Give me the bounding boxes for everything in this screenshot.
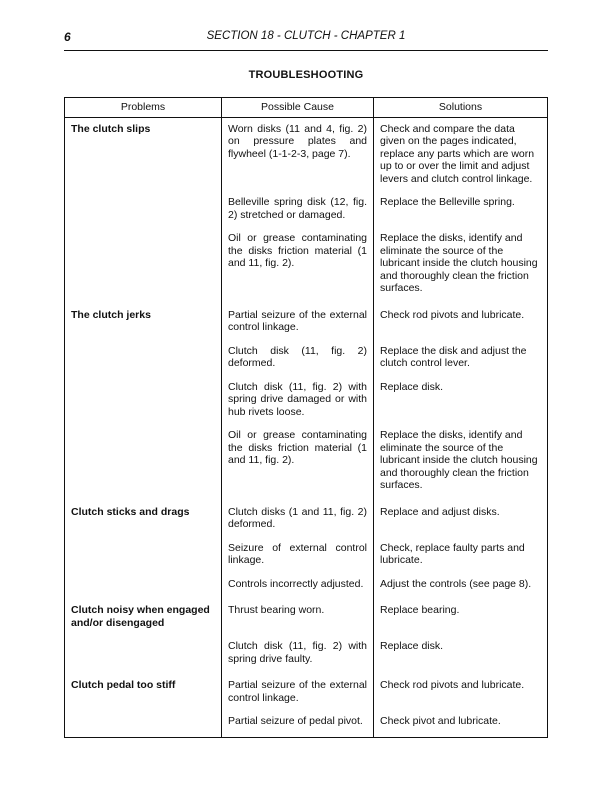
- solution-cell: Check pivot and lubricate.: [380, 715, 501, 727]
- chapter-title: SECTION 18 - CLUTCH - CHAPTER 1: [206, 30, 406, 42]
- cause-cell: Partial seizure of pedal pivot.: [222, 713, 374, 737]
- table-row: [65, 230, 547, 304]
- column-header-possible-cause: Possible Cause: [222, 98, 374, 117]
- solution-cell: Replace the Belleville spring.: [380, 196, 515, 208]
- problem-cell: [65, 713, 222, 737]
- table-row: [65, 427, 547, 501]
- solution-cell: Check rod pivots and lubricate.: [380, 308, 525, 321]
- solution-cell: Replace disk.: [380, 640, 444, 652]
- problem-cell: [65, 194, 222, 230]
- solution-cell: Check rod pivots and lubricate.: [380, 679, 525, 691]
- cause-cell: Worn disks (11 and 4, fig. 2) on pressure plates and flywheel (1-1-2-3, page 7).: [222, 118, 374, 195]
- column-header-problems: Problems: [65, 98, 222, 117]
- problem-cell: [65, 230, 222, 304]
- table-row: [65, 343, 547, 379]
- solution-cell: Replace bearing.: [380, 604, 460, 616]
- solution-cell: Adjust the controls (see page 8).: [380, 577, 532, 590]
- table-row: [65, 599, 547, 638]
- cause-cell: Thrust bearing worn.: [222, 599, 374, 638]
- section-title: TROUBLESHOOTING: [248, 69, 364, 81]
- table-row: [65, 638, 547, 674]
- troubleshooting-table: [64, 97, 548, 738]
- running-header: [64, 30, 548, 51]
- problem-cell: The clutch jerks: [65, 304, 222, 343]
- problem-cell: Clutch pedal too stiff: [65, 674, 222, 713]
- solution-cell: Check, replace faulty parts and lubricate.: [380, 541, 525, 566]
- cause-cell: Partial seizure of the external control linkage.: [222, 304, 374, 343]
- table-row: [65, 501, 547, 540]
- solution-cell: Check and compare the data given on the pages indicated, replace any parts which are worn up to or over the limit and adjust levers and clutch control linkage.: [380, 122, 535, 185]
- table-row: [65, 194, 547, 230]
- cause-cell: Oil or grease contaminating the disks friction material (1 and 11, fig. 2).: [222, 230, 374, 304]
- problem-cell: Clutch noisy when engaged and/or disengaged: [65, 599, 222, 638]
- problem-cell: [65, 638, 222, 674]
- problem-cell: [65, 576, 222, 600]
- cause-cell: Clutch disk (11, fig. 2) deformed.: [222, 343, 374, 379]
- table-row: [65, 540, 547, 576]
- solution-cell: Replace the disks, identify and eliminate the source of the lubricant inside the clutch housing and thoroughly clean the friction surfaces.: [380, 232, 538, 294]
- cause-cell: Belleville spring disk (12, fig. 2) stretched or damaged.: [222, 194, 374, 230]
- solution-cell: Replace the disk and adjust the clutch control lever.: [380, 344, 527, 369]
- table-row: [65, 576, 547, 600]
- table-row: [65, 379, 547, 428]
- table-row: [65, 304, 547, 343]
- table-header-row: [65, 98, 547, 118]
- table-row: [65, 713, 547, 737]
- table-row: [65, 674, 547, 713]
- problem-cell: [65, 540, 222, 576]
- solution-cell: Replace and adjust disks.: [380, 505, 500, 518]
- cause-cell: Seizure of external control linkage.: [222, 540, 374, 576]
- problem-cell: [65, 427, 222, 501]
- column-header-solutions: Solutions: [438, 101, 483, 113]
- cause-cell: Oil or grease contaminating the disks friction material (1 and 11, fig. 2).: [222, 427, 374, 501]
- solution-cell: Replace disk.: [380, 380, 444, 393]
- problem-cell: The clutch slips: [65, 118, 222, 195]
- table-row: [65, 118, 547, 195]
- solution-cell: Replace the disks, identify and eliminate the source of the lubricant inside the clutch housing and thoroughly clean the friction surfaces.: [380, 429, 538, 491]
- cause-cell: Controls incorrectly adjusted.: [222, 576, 374, 600]
- page-number: 6: [64, 30, 71, 44]
- cause-cell: Clutch disk (11, fig. 2) with spring drive faulty.: [222, 638, 374, 674]
- cause-cell: Clutch disk (11, fig. 2) with spring drive damaged or with hub rivets loose.: [222, 379, 374, 428]
- cause-cell: Clutch disks (1 and 11, fig. 2) deformed.: [222, 501, 374, 540]
- cause-cell: Partial seizure of the external control linkage.: [222, 674, 374, 713]
- problem-cell: [65, 343, 222, 379]
- problem-cell: Clutch sticks and drags: [65, 501, 222, 540]
- problem-cell: [65, 379, 222, 428]
